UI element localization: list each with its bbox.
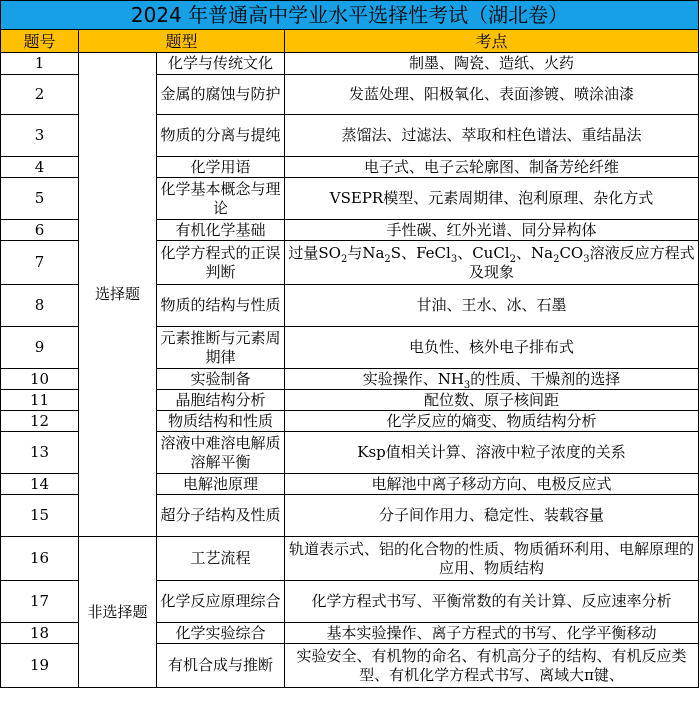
row-num: 4 <box>1 157 79 178</box>
row-topic: 金属的腐蚀与防护 <box>157 75 285 115</box>
row-topic: 实验制备 <box>157 369 285 390</box>
row-topic: 化学与传统文化 <box>157 53 285 75</box>
row-topic: 化学用语 <box>157 157 285 178</box>
group-nonchoice: 非选择题 <box>79 537 157 688</box>
table-title: 2024 年普通高中学业水平选择性考试（湖北卷） <box>1 1 699 30</box>
row-points: 基本实验操作、离子方程式的书写、化学平衡移动 <box>285 623 699 644</box>
row-points: VSEPR模型、元素周期律、泡利原理、杂化方式 <box>285 178 699 220</box>
row-points: 配位数、原子核间距 <box>285 390 699 411</box>
row-points: 实验安全、有机物的命名、有机高分子的结构、有机反应类型、有机化学方程式书写、离域大π键、 <box>285 644 699 688</box>
row-points: 电解池中离子移动方向、电极反应式 <box>285 474 699 495</box>
row-num: 17 <box>1 581 79 623</box>
row-topic: 电解池原理 <box>157 474 285 495</box>
row-num: 18 <box>1 623 79 644</box>
row-num: 16 <box>1 537 79 581</box>
row-points: 手性碳、红外光谱、同分异构体 <box>285 220 699 241</box>
row-num: 9 <box>1 327 79 369</box>
row-topic: 有机化学基础 <box>157 220 285 241</box>
row-num: 1 <box>1 53 79 75</box>
row-num: 3 <box>1 115 79 157</box>
row-points: 化学反应的熵变、物质结构分析 <box>285 411 699 432</box>
row-num: 15 <box>1 495 79 537</box>
row-points: 轨道表示式、铝的化合物的性质、物质循环利用、电解原理的应用、物质结构 <box>285 537 699 581</box>
row-topic: 晶胞结构分析 <box>157 390 285 411</box>
row-num: 6 <box>1 220 79 241</box>
row-topic: 物质的分离与提纯 <box>157 115 285 157</box>
row-points: 实验操作、$NH_3$的性质、干燥剂的选择 <box>285 369 699 390</box>
group-choice: 选择题 <box>79 53 157 537</box>
header-type: 题型 <box>79 30 285 53</box>
row-num: 12 <box>1 411 79 432</box>
row-num: 13 <box>1 432 79 474</box>
row-num: 2 <box>1 75 79 115</box>
row-points: 电子式、电子云轮廓图、制备芳纶纤维 <box>285 157 699 178</box>
header-num: 题号 <box>1 30 79 53</box>
row-topic: 工艺流程 <box>157 537 285 581</box>
row-topic: 元素推断与元素周期律 <box>157 327 285 369</box>
row-num: 10 <box>1 369 79 390</box>
row-num: 5 <box>1 178 79 220</box>
row-points: 过量$SO_2$与$Na_2S$、FeCl$_3$、CuCl$_2$、$Na_2CO_3$溶液反应方程式及现象 <box>285 241 699 285</box>
row-topic: 物质结构和性质 <box>157 411 285 432</box>
row-points: 分子间作用力、稳定性、装载容量 <box>285 495 699 537</box>
row-points: Ksp值相关计算、溶液中粒子浓度的关系 <box>285 432 699 474</box>
row-points: 蒸馏法、过滤法、萃取和柱色谱法、重结晶法 <box>285 115 699 157</box>
row-points: 化学方程式书写、平衡常数的有关计算、反应速率分析 <box>285 581 699 623</box>
row-num: 14 <box>1 474 79 495</box>
row-topic: 化学反应原理综合 <box>157 581 285 623</box>
row-points: 电负性、核外电子排布式 <box>285 327 699 369</box>
row-num: 7 <box>1 241 79 285</box>
row-topic: 溶液中难溶电解质溶解平衡 <box>157 432 285 474</box>
row-num: 8 <box>1 285 79 327</box>
row-num: 19 <box>1 644 79 688</box>
header-topic: 考点 <box>285 30 699 53</box>
row-topic: 化学基本概念与理论 <box>157 178 285 220</box>
row-topic: 超分子结构及性质 <box>157 495 285 537</box>
row-topic: 物质的结构与性质 <box>157 285 285 327</box>
row-num: 11 <box>1 390 79 411</box>
row-points: 制墨、陶瓷、造纸、火药 <box>285 53 699 75</box>
row-topic: 化学方程式的正误判断 <box>157 241 285 285</box>
row-topic: 化学实验综合 <box>157 623 285 644</box>
row-points: 甘油、王水、冰、石墨 <box>285 285 699 327</box>
row-topic: 有机合成与推断 <box>157 644 285 688</box>
row-points: 发蓝处理、阳极氧化、表面渗镀、喷涂油漆 <box>285 75 699 115</box>
